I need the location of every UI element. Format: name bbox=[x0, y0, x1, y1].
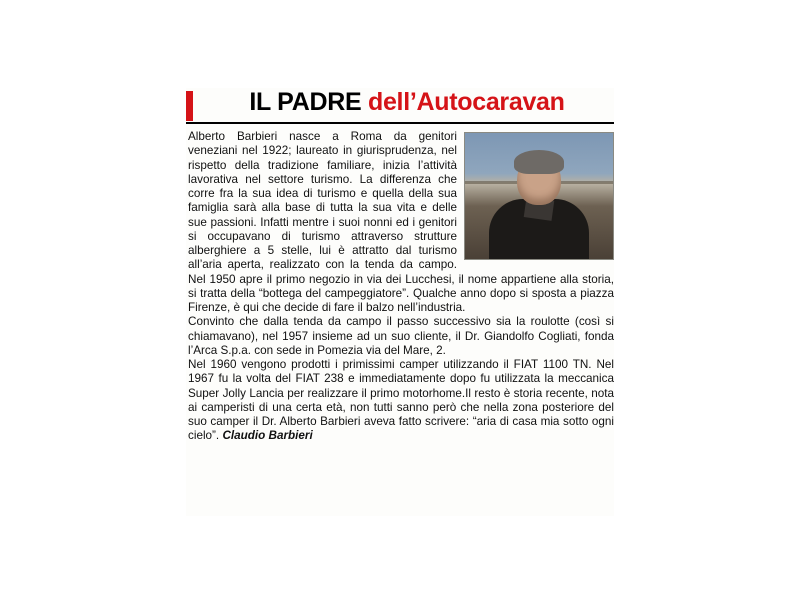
article-paragraph-3: Nel 1960 vengono prodotti i primissimi camper utilizzando il FIAT 1100 TN. Nel 1967 fu la volta del FIAT 238 e immediatamente dopo fu utilizzata la meccanica Super Jolly Lancia per realizzare il primo motorhome.Il resto è storia recente, nota ai camperisti di una certa età, non tutti sanno però che nella zona posteriore del suo camper il Dr. Alberto Barbieri aveva fatto scrivere: “aria di casa mia sotto ogni cielo”. bbox=[188, 358, 614, 443]
red-accent-bar bbox=[186, 91, 193, 121]
headline-divider bbox=[186, 122, 614, 124]
newspaper-clipping bbox=[186, 88, 614, 516]
article-paragraph-2: Convinto che dalla tenda da campo il passo successivo sia la roulotte (così si chiamavano), nel 1957 insieme ad un suo cliente, il Dr. Giandolfo Cogliati, fonda l’Arca S.p.a. con sede in Pomezia via del Mare, 2. bbox=[188, 315, 614, 357]
photo-subject-hair bbox=[514, 150, 564, 174]
portrait-photo bbox=[464, 132, 614, 260]
headline-part-black: IL PADRE bbox=[249, 88, 368, 116]
page-title bbox=[200, 88, 614, 117]
article-body bbox=[188, 130, 614, 444]
headline-part-red: dell’Autocaravan bbox=[367, 88, 565, 116]
article-byline: Claudio Barbieri bbox=[222, 429, 313, 443]
article-paragraph-1: Alberto Barbieri nasce a Roma da genitori veneziani nel 1922; laureato in giurisprudenza, nel rispetto della tradizione familiare, inizia l’attività lavorativa nel settore turismo. La differenza che corre fra la sua idea di turismo e quella della sua famiglia sarà alla base di tutta la sua vita e delle sue passioni. Infatti mentre i suoi nonni ed i genitori si occupavano di turismo attraverso strutture alberghiere a 5 stelle, lui è attratto dal turismo all’aria aperta, realizzato con la tenda da campo. Nel 1950 apre il primo negozio in via dei Lucchesi, il nome appartiene alla storia, si tratta della “bottega del campeggiatore”. Qualche anno dopo si sposta a piazza Firenze, è qui che decide di fare il balzo nell’industria. bbox=[188, 130, 614, 314]
